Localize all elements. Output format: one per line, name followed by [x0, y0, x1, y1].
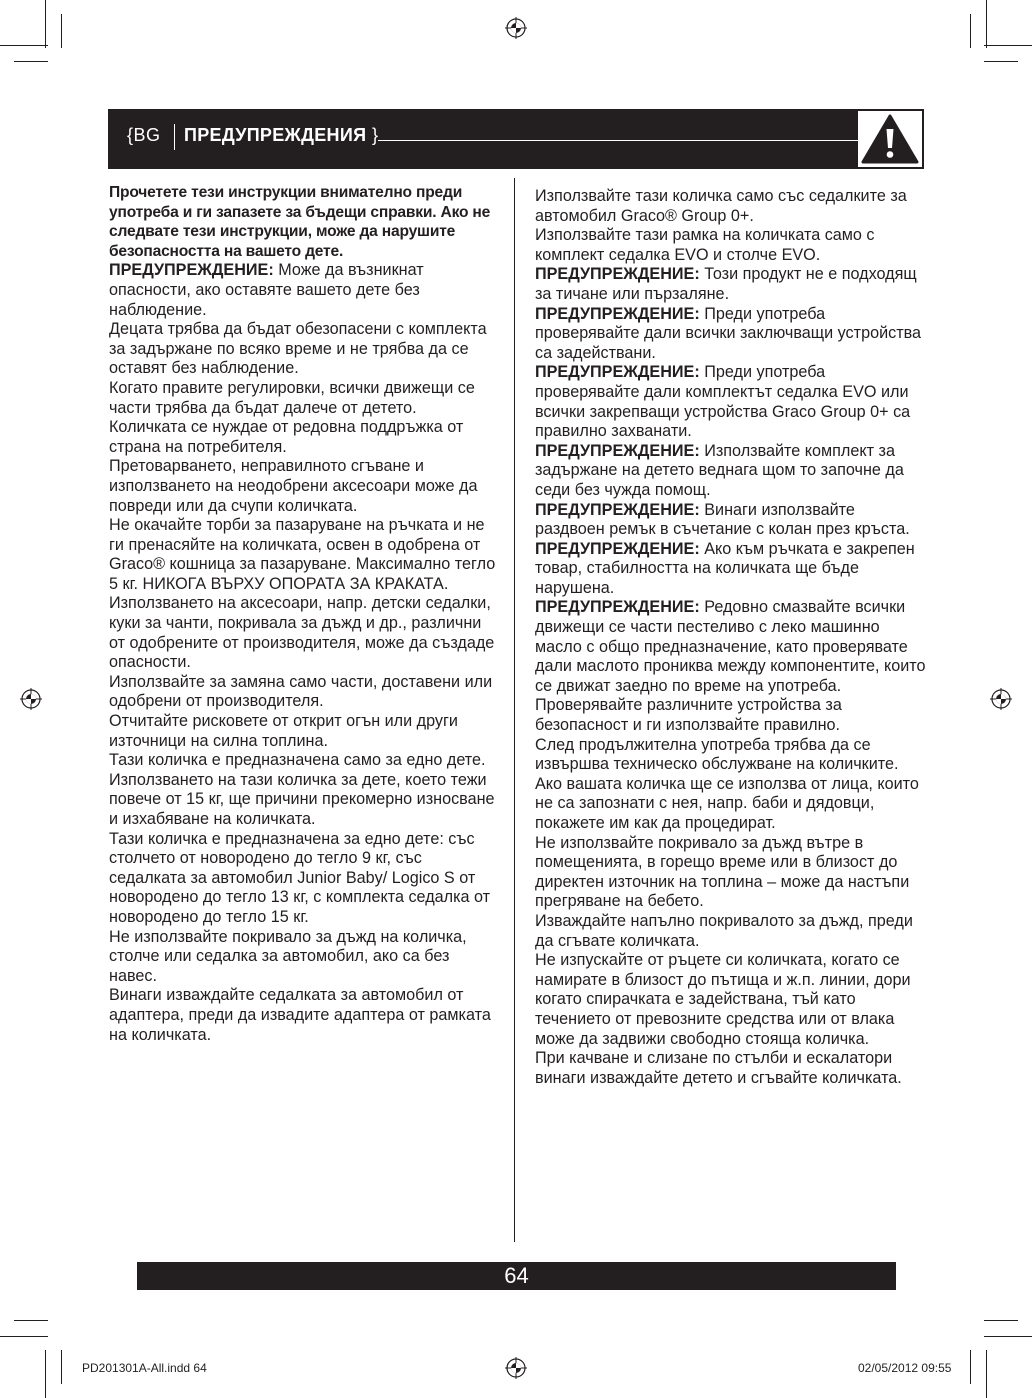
- paragraph: Тази количка е предназначена само за едно дете.: [109, 751, 486, 770]
- warning-paragraph: [535, 265, 927, 304]
- crop-mark: [970, 1350, 971, 1384]
- paragraph: Използвайте тази рамка на количката само с комплект седалка EVO и столче EVO.: [535, 226, 875, 264]
- paragraph: Тази количка е предназначена за едно дете: със столчето от новородено до тегло 9 кг, със седалката за автомобил Junior Baby/ Logico S от новородено до тегло 13 кг, с комплекта седалка от новородено до тегло 15 кг.: [109, 829, 491, 926]
- warning-label: ПРЕДУПРЕЖДЕНИЕ:: [535, 500, 700, 519]
- crop-mark: [984, 1336, 1032, 1337]
- crop-mark: [986, 0, 987, 48]
- warning-paragraph: [109, 261, 501, 320]
- warning-paragraph: [535, 501, 927, 540]
- paragraph: Не използвайте покривало за дъжд на количка, столче или седалка за автомобил, ако са без навес.: [109, 927, 467, 985]
- registration-mark-icon: [20, 688, 42, 710]
- paragraph: Количката се нуждае от редовна поддръжка от страна на потребителя.: [109, 418, 464, 456]
- warning-text: Може да възникнат опасности, ако оставяте вашето дете без наблюдение.: [109, 261, 424, 319]
- warning-paragraph: [535, 363, 927, 441]
- warning-paragraph: [535, 442, 927, 501]
- file-slug: PD201301A-All.indd 64: [82, 1361, 207, 1375]
- warning-text: Този продукт не е подходящ за тичане или пързаляне.: [535, 265, 917, 303]
- paragraph: Не използвайте покривало за дъжд вътре в помещенията, в горещо време или в близост до директен източник на топлина – може да настъпи прегряване на бебето.: [535, 833, 910, 911]
- page-number: 64: [504, 1263, 529, 1288]
- warning-paragraph: [535, 598, 927, 696]
- header-separator: [174, 124, 175, 150]
- crop-mark: [0, 45, 48, 46]
- date-slug: 02/05/2012 09:55: [858, 1361, 952, 1375]
- warning-label: ПРЕДУПРЕЖДЕНИЕ:: [535, 265, 700, 284]
- paragraph: Когато правите регулировки, всички движещи се части трябва да бъдат далече от детето.: [109, 378, 475, 417]
- crop-mark: [14, 61, 48, 62]
- registration-mark-icon: [990, 688, 1012, 710]
- crop-mark: [45, 1350, 46, 1398]
- paragraph: Децата трябва да бъдат обезопасени с комплекта за задържане по всяко време и не трябва да се оставят без наблюдение.: [109, 320, 487, 378]
- paragraph: Използвайте тази количка само със седалките за автомобил Graco® Group 0+.: [535, 187, 907, 225]
- paragraph: Проверявайте различните устройства за безопасност и ги използвайте правилно.: [535, 696, 842, 735]
- crop-mark: [984, 1320, 1018, 1321]
- crop-mark: [45, 0, 46, 48]
- crop-mark: [970, 14, 971, 48]
- paragraph: Не изпускайте от ръцете си количката, когато се намирате в близост до пътища и ж.п. линии, дори когато спирачката е задействана, тъй като течението от превозните средства или от влака може да задвижи свободно стояща количка.: [535, 951, 911, 1048]
- paragraph: Винаги изваждайте седалката за автомобил от адаптера, преди да извадите адаптера от рамката на количката.: [109, 986, 491, 1044]
- paragraph: Отчитайте рисковете от открит огън или други източници на силна топлина.: [109, 712, 458, 750]
- crop-mark: [0, 1336, 48, 1337]
- warning-text: Винаги използвайте раздвоен ремък в съчетание с колан през кръста.: [535, 500, 910, 539]
- section-header: [108, 109, 924, 169]
- paragraph: След продължителна употреба трябва да се извършва техническо обслужване на количките.: [535, 735, 899, 774]
- crop-mark: [61, 1350, 62, 1384]
- registration-mark-icon: [505, 1357, 527, 1379]
- warning-paragraph: [535, 540, 927, 599]
- paragraph: Претоварването, неправилното сгъване и използването на неодобрени аксесоари може да повреди или да счупи количката.: [109, 457, 478, 515]
- paragraph: Изваждайте напълно покривалото за дъжд, преди да сгъвате количката.: [535, 911, 913, 950]
- warning-label: ПРЕДУПРЕЖДЕНИЕ:: [535, 539, 700, 558]
- footer-bar: [137, 1262, 896, 1290]
- warning-paragraph: [535, 305, 927, 364]
- warning-text: Преди употреба проверявайте дали комплектът седалка EVO или всички закрепващи устройства Graco Group 0+ са правилно захванати.: [535, 363, 911, 441]
- warning-label: ПРЕДУПРЕЖДЕНИЕ:: [535, 598, 700, 617]
- crop-mark: [14, 1320, 48, 1321]
- warning-label: ПРЕДУПРЕЖДЕНИЕ:: [535, 363, 700, 382]
- warning-label: ПРЕДУПРЕЖДЕНИЕ:: [535, 304, 700, 323]
- warning-triangle-icon: [858, 111, 922, 167]
- warning-text: Преди употреба проверявайте дали всички заключващи устройства са задействани.: [535, 304, 922, 362]
- column-divider: [514, 178, 515, 1242]
- paragraph: Използването на аксесоари, напр. детски седалки, куки за чанти, покривала за дъжд и др., различни от одобрените от производителя, може да създаде опасности.: [109, 594, 495, 672]
- crop-mark: [61, 14, 62, 48]
- header-brace: }: [372, 125, 379, 145]
- right-column: [535, 187, 927, 1088]
- paragraph: Не окачайте торби за пазаруване на ръчката и не ги пренасяйте на количката, освен в одобрена от Graco® кошница за пазаруване. Максимално тегло 5 кг. НИКОГА ВЪРХУ ОПОРАТА ЗА КРАКАТА.: [109, 516, 496, 593]
- section-title: ПРЕДУПРЕЖДЕНИЯ: [184, 125, 367, 145]
- intro-paragraph: Прочетете тези инструкции внимателно преди употреба и ги запазете за бъдещи справки. Ако не следвате тези инструкции, може да нарушите безопасността на вашето дете.: [109, 184, 491, 260]
- header-rule: [378, 140, 858, 141]
- language-code: {BG: [127, 125, 161, 145]
- registration-mark-icon: [505, 17, 527, 39]
- crop-mark: [984, 61, 1018, 62]
- paragraph: Използването на тази количка за дете, което тежи повече от 15 кг, ще причини прекомерно износване и изхабяване на количката.: [109, 770, 495, 828]
- paragraph: Ако вашата количка ще се използва от лица, които не са запознати с нея, напр. баби и дядовци, покажете им как да процедират.: [535, 774, 919, 832]
- warning-label: ПРЕДУПРЕЖДЕНИЕ:: [109, 261, 274, 280]
- crop-mark: [984, 45, 1032, 46]
- left-column: [109, 183, 501, 1045]
- warning-text: Използвайте комплект за задържане на детето веднага щом то започне да седи без чужда помощ.: [535, 441, 904, 499]
- paragraph: При качване и слизане по стълби и ескалатори винаги изваждайте детето и сгъвайте количката.: [535, 1049, 902, 1087]
- warning-label: ПРЕДУПРЕЖДЕНИЕ:: [535, 441, 700, 460]
- warning-text: Ако към ръчката е закрепен товар, стабилността на количката ще бъде нарушена.: [535, 539, 915, 597]
- warning-text: Редовно смазвайте всички движещи се части пестеливо с леко машинно масло с общо предназначение, като проверявате дали маслото прониква между компонентите, които се движат заедно по време на употреба.: [535, 598, 926, 695]
- crop-mark: [986, 1350, 987, 1398]
- paragraph: Използвайте за замяна само части, доставени или одобрени от производителя.: [109, 672, 493, 711]
